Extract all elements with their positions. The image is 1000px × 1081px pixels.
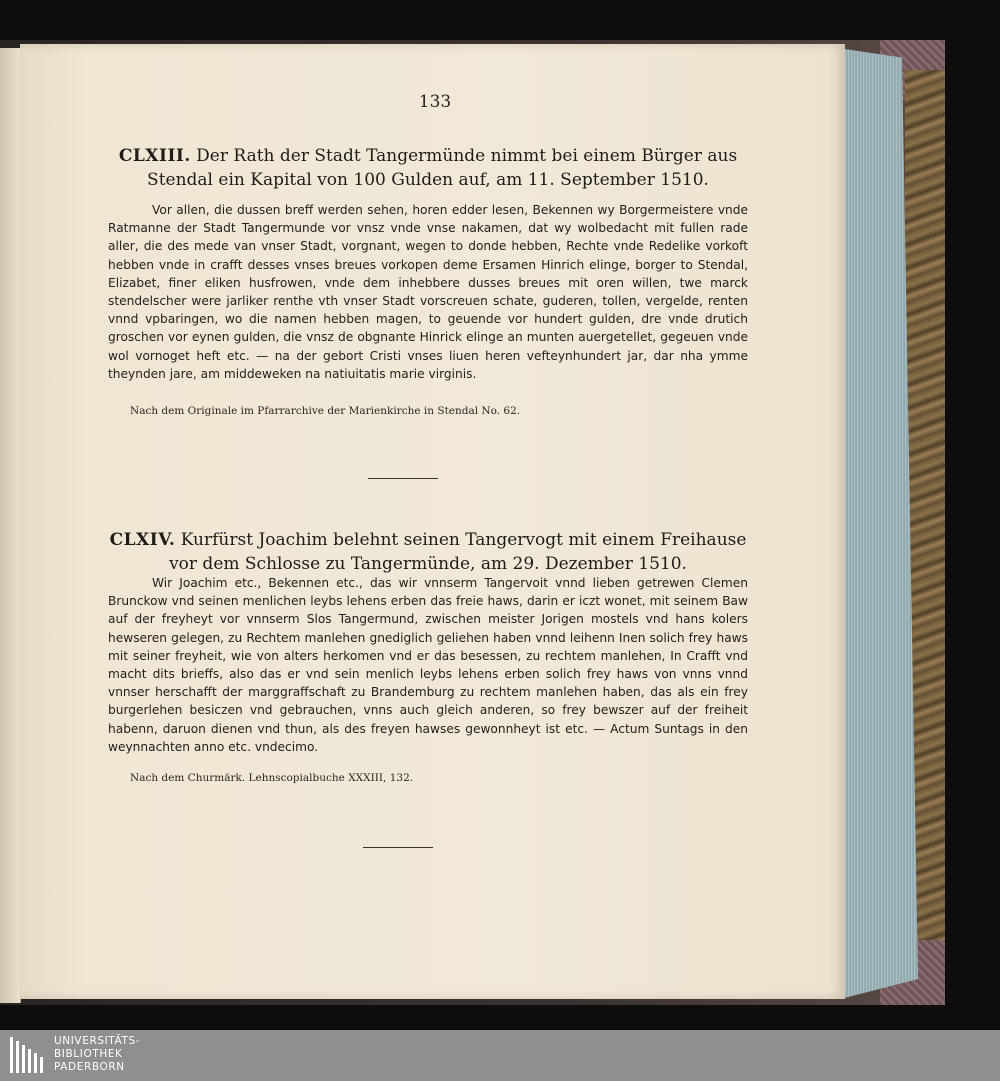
page-number: 133 bbox=[418, 92, 452, 112]
entry-text: Wir Joachim etc., Bekennen etc., das wir vnnserm Tangervoit vnnd lieben getrewen Clemen Brunckow vnd seinen menlichen leybs lehens erben das freie haws, darin er iczt wonet, mit seinem Baw auf der freyheyt vor vnnserm Slos Tangermund, zwischen meister Jorigen mostels vnd hans kolers hewseren gelegen, zu Rechtem manlehen gnediglich geliehen haben vnnd leihenn Inen solich frey haws mit seiner freyheit, wie von alters herkomen vnd er das besessen, zu rechtem manlehen, In Crafft vnd macht dits brieffs, also das er vnd sein menlich leybs lehens erben solich frey haws von vnns vnnd vnnser herschafft der marggraffschaft zu Brandemburg zu rechtem manlehen haben, das als ein frey burgerlehen besiczen vnd gebrauchen, vnns auch gleich anderen, so frey bewszer auf der freiheit habenn, daruon dienen vnd thun, als des freyen hawses gewonnheyt ist etc. — Actum Suntags in den weynnachten anno etc. vndecimo. bbox=[108, 576, 748, 754]
library-logo-icon bbox=[8, 1035, 48, 1075]
entry-title: Kurfürst Joachim belehnt seinen Tangervogt mit einem Freihause vor dem Schlosse zu Tangermünde, am 29. Dezember 1510. bbox=[169, 530, 747, 574]
section-divider bbox=[363, 847, 433, 848]
entry-heading bbox=[108, 528, 748, 576]
section-divider bbox=[368, 478, 438, 479]
library-name-line: BIBLIOTHEK bbox=[54, 1048, 123, 1060]
book-page bbox=[20, 44, 845, 999]
left-page-edge bbox=[0, 48, 21, 1003]
entry-title: Der Rath der Stadt Tangermünde nimmt bei einem Bürger aus Stendal ein Kapital von 100 Gulden auf, am 11. September 1510. bbox=[147, 146, 738, 190]
entry-number: CLXIII. bbox=[118, 146, 191, 166]
library-name bbox=[54, 1035, 140, 1074]
entry-source: Nach dem Churmärk. Lehnscopialbuche XXXIII, 132. bbox=[130, 772, 414, 784]
library-name-line: PADERBORN bbox=[54, 1061, 125, 1073]
entry-heading bbox=[108, 144, 748, 192]
entry-number: CLXIV. bbox=[109, 530, 176, 550]
library-name-line: UNIVERSITÄTS- bbox=[54, 1035, 141, 1047]
library-footer bbox=[0, 1030, 1000, 1081]
entry-text: Vor allen, die dussen breff werden sehen, horen edder lesen, Bekennen wy Borgermeistere vnde Ratmanne der Stadt Tangermunde vor vnsz vnde vnse nakamen, dat wy wolbedacht mit fullen rade aller, die des mede van vnser Stadt, vorgnant, wegen to donde hebben, Rechte vnde Redelike vorkoft hebben vnde in crafft desses vnses breues vorkopen deme Ersamen Hinrich elinge, borger to Stendal, Elizabet, finer eliken husfrowen, vnde dem inhebbere dusses breues mit oren willen, twe marck stendelscher were jarliker renthe vth vnser Stadt vorscreuen schate, guderen, tollen, vergelde, renten vnnd vpbaringen, wo die namen hebben magen, to geuende vor hundert gulden, dre vnde drutich groschen vor eynen gulden, die vnsz de obgnante Hinrick elinge an munten auergetellet, gegeuen vnde wol vornoget heft etc. — na der gebort Cristi vnses liuen heren vefteynhundert jar, dar nha ymme theynden jare, am middeweken na natiuitatis marie virginis. bbox=[108, 203, 748, 381]
entry-source: Nach dem Originale im Pfarrarchive der Marienkirche in Stendal No. 62. bbox=[130, 405, 521, 417]
